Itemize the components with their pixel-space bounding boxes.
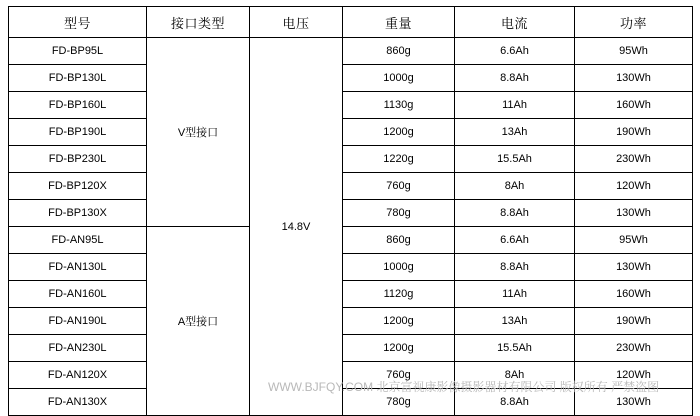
table-row	[9, 146, 693, 173]
spec-table-sheet	[8, 6, 692, 408]
cell-power: 130Wh	[575, 389, 693, 416]
cell-power: 130Wh	[575, 254, 693, 281]
watermark-text: WWW.BJFQY.COM 北京富视康影像摄影器材有限公司 版权所有 严禁盗图	[268, 380, 660, 394]
table-row	[9, 389, 693, 416]
cell-current: 8.8Ah	[455, 389, 575, 416]
cell-current: 11Ah	[455, 92, 575, 119]
cell-current: 13Ah	[455, 119, 575, 146]
cell-power: 160Wh	[575, 92, 693, 119]
table-body	[9, 38, 693, 416]
cell-model: FD-BP190L	[9, 119, 147, 146]
table-row	[9, 173, 693, 200]
table-row	[9, 65, 693, 92]
table-header	[9, 7, 693, 38]
cell-power: 160Wh	[575, 281, 693, 308]
cell-power: 190Wh	[575, 119, 693, 146]
cell-weight: 780g	[343, 389, 455, 416]
cell-power: 120Wh	[575, 362, 693, 389]
cell-weight: 860g	[343, 38, 455, 65]
cell-current: 8.8Ah	[455, 200, 575, 227]
column-header-current: 电流	[455, 7, 575, 38]
column-header-weight: 重量	[343, 7, 455, 38]
cell-model: FD-BP160L	[9, 92, 147, 119]
cell-model: FD-BP130X	[9, 200, 147, 227]
table-row	[9, 308, 693, 335]
cell-voltage: 14.8V	[250, 38, 343, 416]
table-row	[9, 200, 693, 227]
table-row	[9, 281, 693, 308]
table-row	[9, 227, 693, 254]
cell-model: FD-BP230L	[9, 146, 147, 173]
cell-weight: 1200g	[343, 308, 455, 335]
cell-model: FD-BP120X	[9, 173, 147, 200]
cell-power: 95Wh	[575, 38, 693, 65]
column-header-interface: 接口类型	[147, 7, 250, 38]
cell-power: 120Wh	[575, 173, 693, 200]
table-row	[9, 38, 693, 65]
cell-interface-a: A型接口	[147, 227, 250, 416]
cell-weight: 1120g	[343, 281, 455, 308]
cell-model: FD-AN160L	[9, 281, 147, 308]
cell-current: 15.5Ah	[455, 146, 575, 173]
cell-model: FD-AN95L	[9, 227, 147, 254]
cell-model: FD-AN130L	[9, 254, 147, 281]
column-header-model: 型号	[9, 7, 147, 38]
cell-power: 190Wh	[575, 308, 693, 335]
cell-model: FD-AN120X	[9, 362, 147, 389]
cell-current: 6.6Ah	[455, 38, 575, 65]
cell-model: FD-AN130X	[9, 389, 147, 416]
cell-model: FD-BP130L	[9, 65, 147, 92]
cell-power: 230Wh	[575, 146, 693, 173]
table-row	[9, 119, 693, 146]
cell-current: 8.8Ah	[455, 65, 575, 92]
cell-weight: 1200g	[343, 335, 455, 362]
table-row	[9, 254, 693, 281]
cell-current: 6.6Ah	[455, 227, 575, 254]
cell-power: 95Wh	[575, 227, 693, 254]
cell-model: FD-AN190L	[9, 308, 147, 335]
cell-current: 8Ah	[455, 362, 575, 389]
table-row	[9, 92, 693, 119]
cell-weight: 860g	[343, 227, 455, 254]
cell-current: 13Ah	[455, 308, 575, 335]
cell-model: FD-AN230L	[9, 335, 147, 362]
cell-weight: 1200g	[343, 119, 455, 146]
cell-power: 130Wh	[575, 65, 693, 92]
header-row	[9, 7, 693, 38]
battery-spec-table	[8, 6, 693, 416]
cell-weight: 1000g	[343, 65, 455, 92]
cell-power: 230Wh	[575, 335, 693, 362]
table-row	[9, 362, 693, 389]
cell-power: 130Wh	[575, 200, 693, 227]
column-header-voltage: 电压	[250, 7, 343, 38]
cell-current: 11Ah	[455, 281, 575, 308]
cell-weight: 780g	[343, 200, 455, 227]
cell-current: 8Ah	[455, 173, 575, 200]
cell-weight: 760g	[343, 173, 455, 200]
cell-weight: 1130g	[343, 92, 455, 119]
table-row	[9, 335, 693, 362]
cell-weight: 1220g	[343, 146, 455, 173]
cell-model: FD-BP95L	[9, 38, 147, 65]
column-header-power: 功率	[575, 7, 693, 38]
cell-weight: 1000g	[343, 254, 455, 281]
cell-weight: 760g	[343, 362, 455, 389]
cell-interface-v: V型接口	[147, 38, 250, 227]
cell-current: 15.5Ah	[455, 335, 575, 362]
cell-current: 8.8Ah	[455, 254, 575, 281]
